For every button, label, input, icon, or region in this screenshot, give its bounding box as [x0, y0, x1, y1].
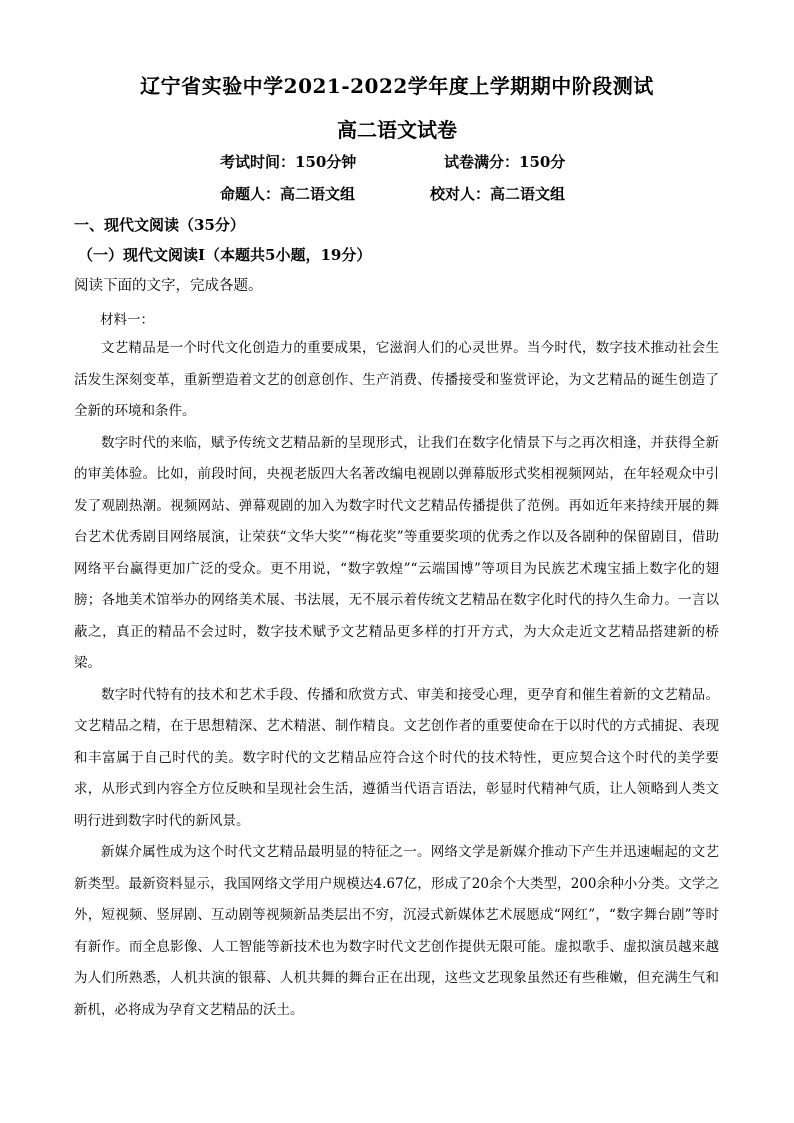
passage-body — [74, 333, 719, 1026]
proofreader: 校对人：高二语文组 — [430, 185, 566, 203]
exam-subtitle: 高二语文试卷 — [337, 118, 457, 142]
section-heading: 一、现代文阅读（35分） — [74, 216, 245, 234]
exam-time: 考试时间：150分钟 — [220, 153, 357, 171]
reading-instruction: 阅读下面的文字，完成各题。 — [74, 278, 263, 294]
author-row — [0, 183, 794, 205]
subsection-heading: （一）现代文阅读Ⅰ（本题共5小题，19分） — [78, 246, 372, 264]
material-label: 材料一： — [100, 312, 154, 328]
exam-info-row — [0, 151, 794, 173]
paragraph: 数字时代的来临，赋予传统文艺精品新的呈现形式，让我们在数字化情景下与之再次相逢，并获得全新的审美体验。比如，前段时间，央视老版四大名著改编电视剧以弹幕版形式奖相视频网站，在年轻观众中引发了观剧热潮。视频网站、弹幕观剧的加入为数字时代文艺精品传播提供了范例。再如近年来持续开展的舞台艺术优秀剧目网络展演，让荣获“文华大奖”“梅花奖”等重要奖项的优秀之作以及各剧种的保留剧目，借助网络平台赢得更加广泛的受众。更不用说，“数字敦煌”“云端国博”等项目为民族艺术瑰宝插上数字化的翅膀；各地美术馆举办的网络美术展、书法展，无不展示着传统文艺精品在数字化时代的持久生命力。一言以蔽之，真正的精品不会过时，数字技术赋予文艺精品更多样的打开方式，为大众走近文艺精品搭建新的桥梁。 — [74, 434, 719, 671]
paragraph: 数字时代特有的技术和艺术手段、传播和欣赏方式、审美和接受心理，更孕育和催生着新的文艺精品。文艺精品之精，在于思想精深、艺术精湛、制作精良。文艺创作者的重要使命在于以时代的方式捕捉、表现和丰富属于自己时代的美。数字时代的文艺精品应符合这个时代的技术特性，更应契合这个时代的美学要求，从形式到内容全方位反映和呈现社会生活，遵循当代语言语法，彰显时代精神气质，让人领略到人类文明行进到数字时代的新风景。 — [74, 686, 719, 829]
paragraph: 新媒介属性成为这个时代文艺精品最明显的特征之一。网络文学是新媒介推动下产生并迅速崛起的文艺新类型。最新资料显示，我国网络文学用户规模达4.67亿，形成了20余个大类型，200余种小分类。文学之外，短视频、竖屏剧、互动剧等视频新品类层出不穷，沉浸式新媒体艺术展愿成“网红”，“数字舞台剧”等时有新作。而全息影像、人工智能等新技术也为数字时代文艺创作提供无限可能。虚拟歌手、虚拟演员越来越为人们所熟悉，人机共演的银幕、人机共舞的舞台正在出现，这些文艺现象虽然还有些稚嫩，但充满生气和新机，必将成为孕育文艺精品的沃土。 — [74, 844, 719, 1018]
question-setter: 命题人：高二语文组 — [220, 185, 356, 203]
paragraph: 文艺精品是一个时代文化创造力的重要成果，它滋润人们的心灵世界。当今时代，数字技术推动社会生活发生深刻变革，重新塑造着文艺的创意创作、生产消费、传播接受和鉴赏评论，为文艺精品的诞生创造了全新的环境和条件。 — [74, 340, 719, 419]
exam-title: 辽宁省实验中学2021-2022学年度上学期期中阶段测试 — [140, 74, 654, 98]
full-score: 试卷满分：150分 — [444, 153, 566, 171]
